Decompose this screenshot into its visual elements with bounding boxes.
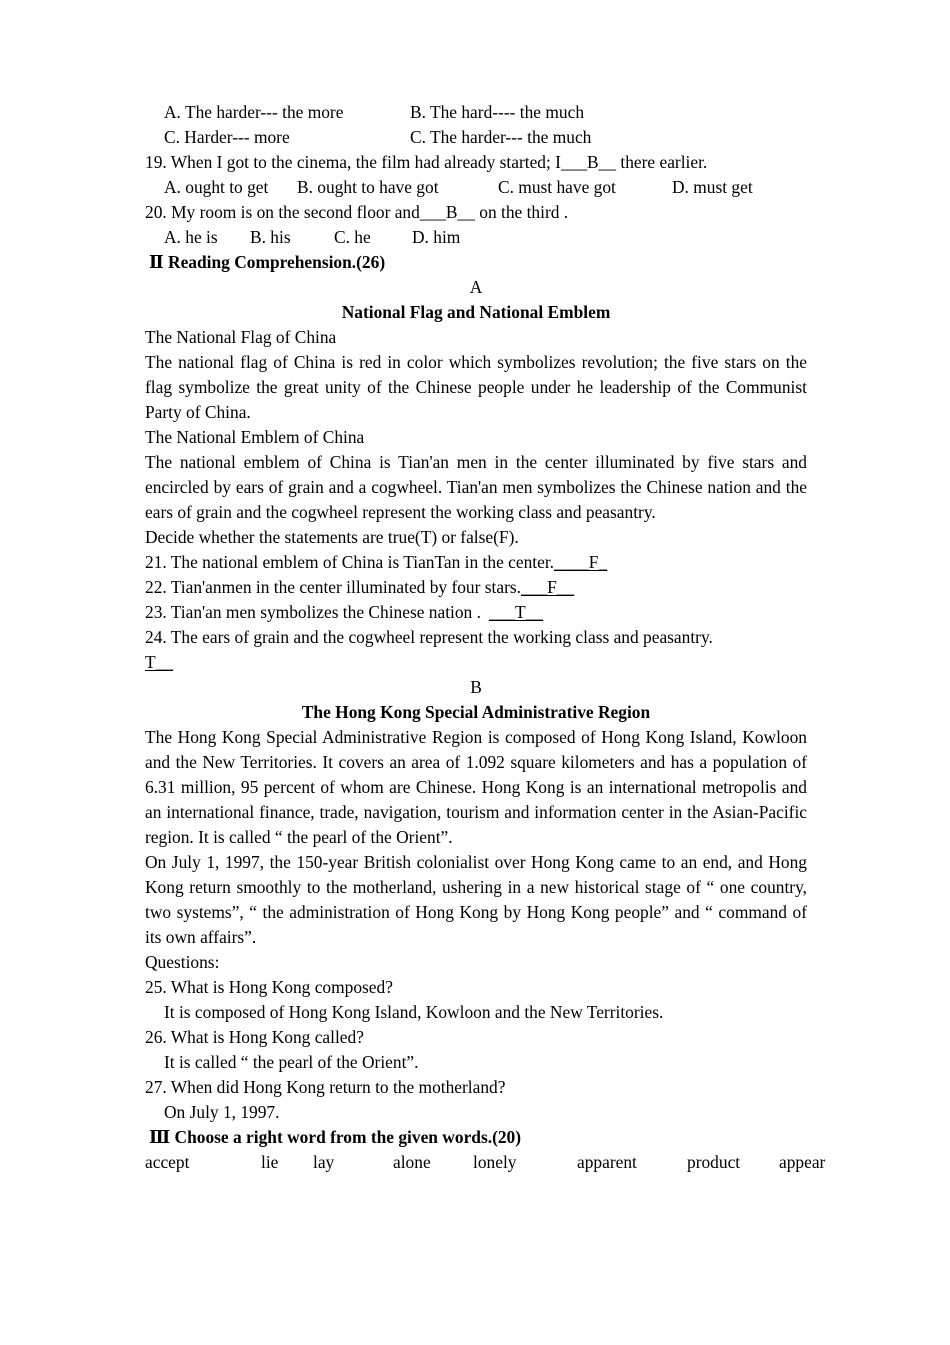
section-three-heading <box>145 1125 807 1150</box>
question-20-option-d: D. him <box>412 227 461 247</box>
word-bank-item[interactable]: accept <box>145 1152 190 1172</box>
question-20-option-a: A. he is <box>164 227 218 247</box>
question-18-option-d: C. The harder--- the much <box>410 127 592 147</box>
word-bank-item[interactable]: appear <box>779 1152 826 1172</box>
part-a-instruction: Decide whether the statements are true(T) or false(F). <box>145 527 519 547</box>
true-false-item-24 <box>145 625 807 650</box>
question-19-option-a: A. ought to get <box>164 177 269 197</box>
word-bank-item[interactable]: product <box>687 1152 741 1172</box>
item-24-text: 24. The ears of grain and the cogwheel represent the working class and peasantry. <box>145 627 713 647</box>
part-a-title: National Flag and National Emblem <box>341 302 611 322</box>
part-b-paragraph-2: On July 1, 1997, the 150-year British colonialist over Hong Kong came to an end, and Hong Kong return smoothly to the motherland, ushering in a new historical stage of “ one country, two systems”, “ the administration of Hong Kong by Hong Kong people” and “ command of its own affairs”. <box>145 852 807 947</box>
document-body <box>145 100 826 1175</box>
word-bank-item[interactable]: lie <box>261 1152 279 1172</box>
part-a-paragraph-flag: The national flag of China is red in color which symbolizes revolution; the five stars on the flag symbolize the great unity of the Chinese people under he leadership of the Communist Party of China. <box>145 352 807 422</box>
item-22-text: 22. Tian'anmen in the center illuminated by four stars. <box>145 577 521 597</box>
word-bank-item[interactable]: lay <box>313 1152 335 1172</box>
word-bank-item[interactable]: alone <box>393 1152 431 1172</box>
true-false-item-23 <box>145 600 807 625</box>
part-b-label: B <box>470 677 482 697</box>
question-27: 27. When did Hong Kong return to the motherland? <box>145 1077 506 1097</box>
item-24-answer-line <box>145 650 807 675</box>
item-23-text: 23. Tian'an men symbolizes the Chinese nation . <box>145 602 481 622</box>
part-b-paragraph-1: The Hong Kong Special Administrative Region is composed of Hong Kong Island, Kowloon and the New Territories. It covers an area of 1.092 square kilometers and has a population of 6.31 million, 95 percent of whom are Chinese. Hong Kong is an international metropolis and an international finance, trade, navigation, tourism and information center in the Asian-Pacific region. It is called “ the pearl of the Orient”. <box>145 727 807 847</box>
question-26: 26. What is Hong Kong called? <box>145 1027 364 1047</box>
section-two-title: Reading Comprehension.(26) <box>168 252 386 272</box>
part-a-paragraph-emblem: The national emblem of China is Tian'an men in the center illuminated by five stars and encircled by ears of grain and a cogwheel. Tian'an men symbolizes the Chinese nation and the ears of grain and the cogwheel represent the working class and peasantry. <box>145 452 807 522</box>
question-19-options-row <box>145 175 807 200</box>
item-22-answer[interactable]: ___F__ <box>521 577 575 597</box>
question-18-option-c: C. Harder--- more <box>164 127 290 147</box>
item-21-text: 21. The national emblem of China is TianTan in the center. <box>145 552 555 572</box>
word-bank-row <box>145 1150 826 1175</box>
item-24-answer[interactable]: T__ <box>145 652 174 672</box>
true-false-item-22 <box>145 575 807 600</box>
question-26-answer[interactable]: It is called “ the pearl of the Orient”. <box>164 1052 419 1072</box>
question-18-option-b: B. The hard---- the much <box>410 102 585 122</box>
part-a-subhead-flag: The National Flag of China <box>145 327 337 347</box>
true-false-item-21 <box>145 550 807 575</box>
question-25-answer[interactable]: It is composed of Hong Kong Island, Kowloon and the New Territories. <box>164 1002 664 1022</box>
item-23-answer[interactable]: ___T__ <box>488 602 544 622</box>
word-bank-item[interactable]: lonely <box>473 1152 517 1172</box>
question-19-option-c: C. must have got <box>498 177 616 197</box>
question-18-option-a: A. The harder--- the more <box>164 102 344 122</box>
part-b-questions-label: Questions: <box>145 952 220 972</box>
section-three-title: Choose a right word from the given words.(20) <box>174 1127 522 1147</box>
question-20-options-row <box>145 225 807 250</box>
question-18-options-row-2 <box>145 125 807 150</box>
question-20-stem: 20. My room is on the second floor and___B__ on the third . <box>145 202 569 222</box>
section-two-numeral: Ⅱ <box>149 252 164 272</box>
section-three-numeral: Ⅲ <box>149 1127 171 1147</box>
question-25: 25. What is Hong Kong composed? <box>145 977 393 997</box>
question-27-answer[interactable]: On July 1, 1997. <box>164 1102 280 1122</box>
item-21-answer[interactable]: ____F_ <box>554 552 608 572</box>
part-b-title: The Hong Kong Special Administrative Region <box>301 702 651 722</box>
question-18-options-row-1 <box>145 100 807 125</box>
word-bank-item[interactable]: apparent <box>577 1152 637 1172</box>
question-19-stem: 19. When I got to the cinema, the film had already started; I___B__ there earlier. <box>145 152 708 172</box>
part-a-label: A <box>469 277 483 297</box>
question-19-option-b: B. ought to have got <box>297 177 439 197</box>
section-two-heading <box>145 250 807 275</box>
question-20-option-b: B. his <box>250 227 291 247</box>
question-19-option-d: D. must get <box>672 177 753 197</box>
part-a-subhead-emblem: The National Emblem of China <box>145 427 365 447</box>
question-20-option-c: C. he <box>334 227 371 247</box>
